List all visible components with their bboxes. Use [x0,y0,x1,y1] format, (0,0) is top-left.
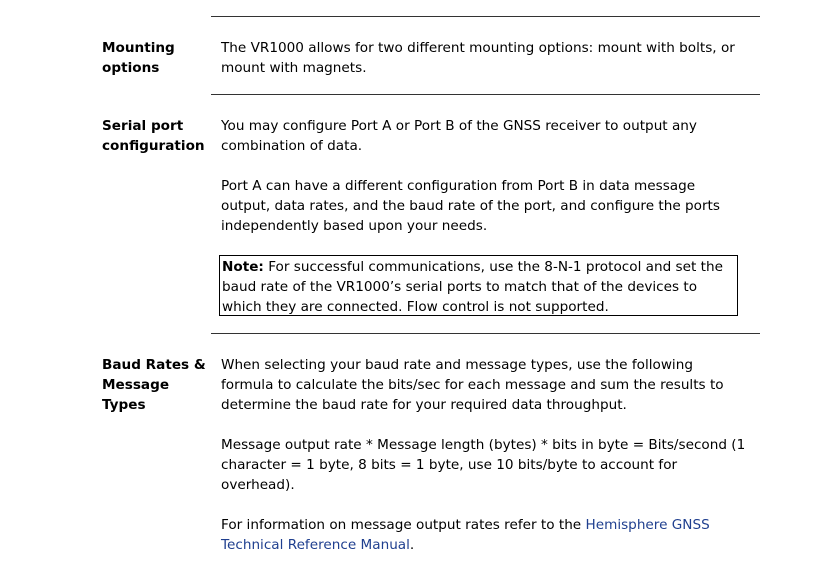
note-text: For successful communications, use the 8-N-1 protocol and set the baud rate of the VR1000’s serial ports to match that of the devices to which they are connected. Flow control is not supported. [222,259,723,315]
note-prefix: Note: [222,259,264,275]
serial-port-paragraph-2: Port A can have a different configuration from Port B in data message output, data rates, and the baud rate of the port, and configure the ports independently based upon your needs. [221,178,720,234]
section-label-mounting: Mounting options [102,40,175,76]
baud-rates-formula-paragraph: Message output rate * Message length (bytes) * bits in byte = Bits/second (1 character = 1 byte, 8 bits = 1 byte, use 10 bits/byte to account for overhead). [221,437,746,493]
reference-paragraph [221,515,746,555]
note-box [219,255,738,316]
top-rule [211,16,760,17]
serial-port-paragraph-1: You may configure Port A or Port B of the GNSS receiver to output any combination of data. [221,118,697,154]
section-divider-1 [211,94,760,95]
mounting-paragraph: The VR1000 allows for two different mounting options: mount with bolts, or mount with magnets. [221,40,735,76]
technical-reference-manual-link[interactable]: Hemisphere GNSS Technical Reference Manual [221,517,710,553]
baud-rates-paragraph-1: When selecting your baud rate and message types, use the following formula to calculate the bits/sec for each message and sum the results to determine the baud rate for your required data throughput. [221,357,724,413]
reference-prefix: For information on message output rates refer to the [221,517,586,533]
reference-suffix: . [409,537,415,553]
section-divider-2 [211,333,760,334]
section-label-baud-rates: Baud Rates & Message Types [102,357,206,413]
section-label-serial-port: Serial port configuration [102,118,205,154]
